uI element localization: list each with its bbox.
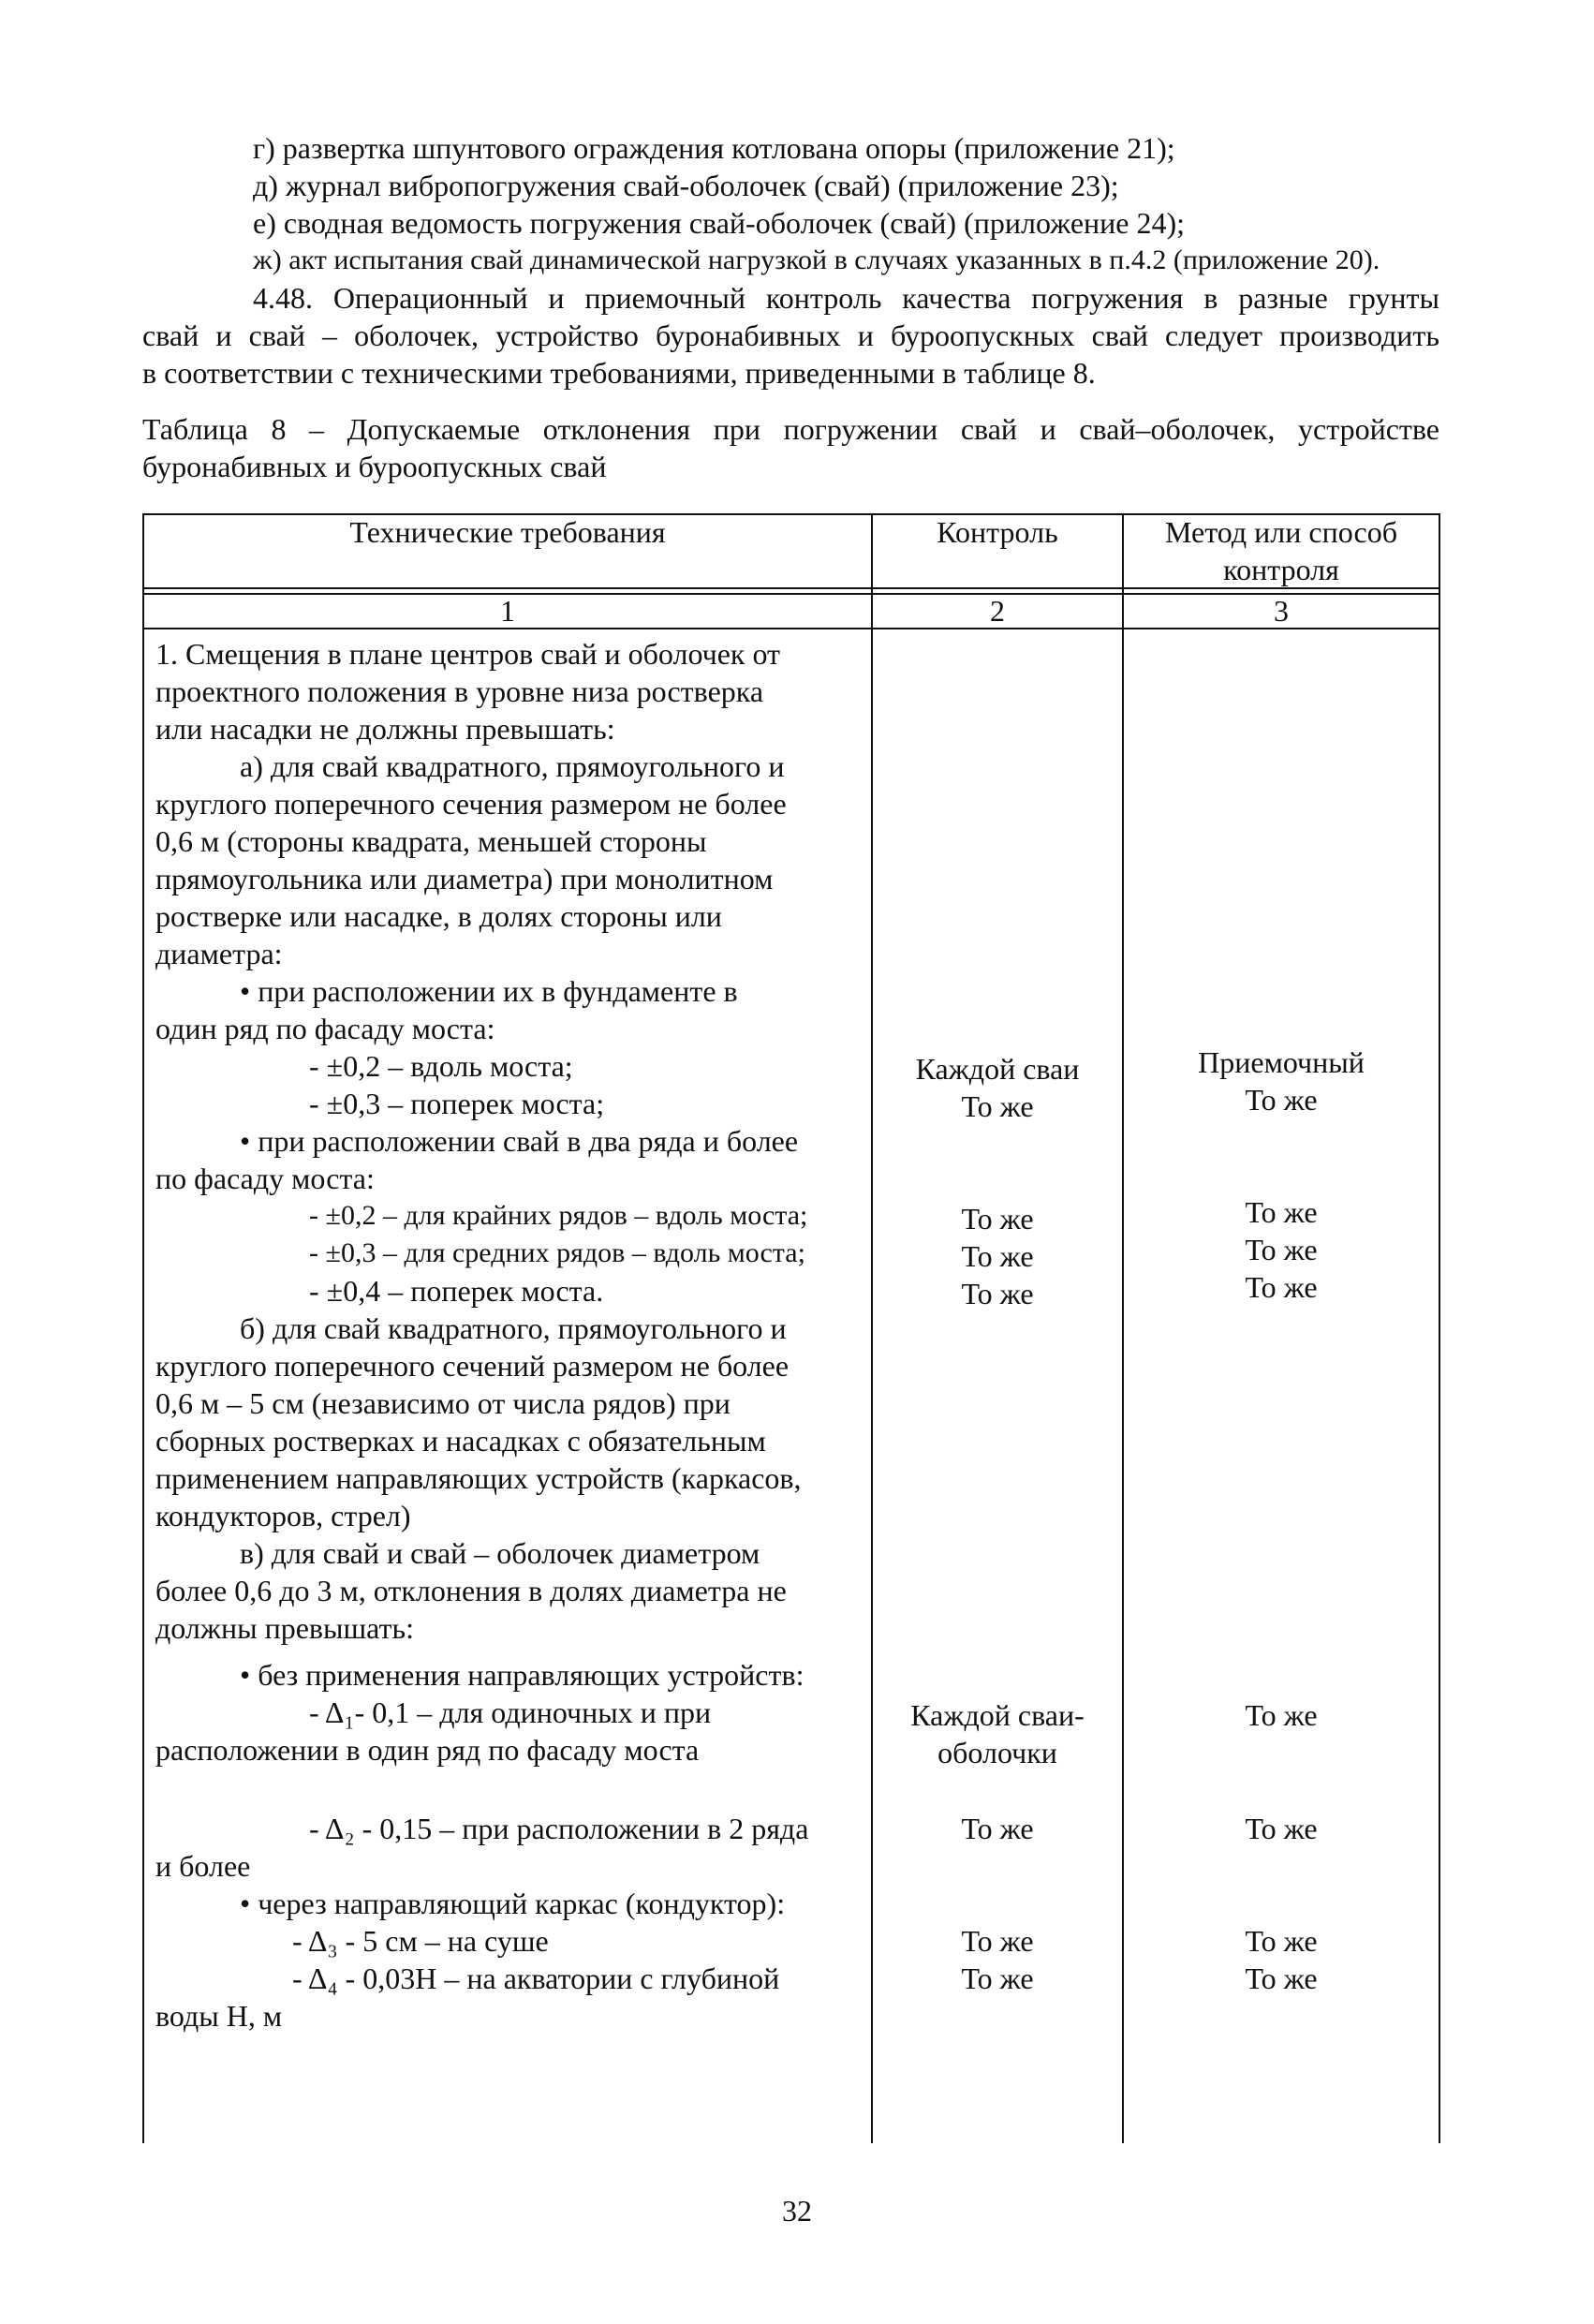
control-cell: То же xyxy=(961,1202,1034,1236)
requirement-text: диаметра: xyxy=(155,937,283,970)
table-column-divider xyxy=(871,513,873,2143)
requirement-text: а) для свай квадратного, прямоугольного и xyxy=(240,749,785,783)
control-cell: То же xyxy=(961,1924,1034,1958)
requirement-text: • при расположении свай в два ряда и более xyxy=(240,1124,799,1158)
requirement-text: круглого поперечного сечений размером не более xyxy=(155,1349,790,1383)
method-cell: То же xyxy=(1245,1083,1318,1117)
requirement-text: - ±0,4 – поперек моста. xyxy=(309,1274,604,1308)
requirement-text: ростверке или насадке, в долях стороны или xyxy=(155,899,722,933)
requirement-text: 1. Смещения в плане центров свай и оболочек от xyxy=(155,637,781,671)
control-cell: То же xyxy=(961,1961,1034,1995)
control-cell: То же xyxy=(961,1812,1034,1845)
column-header: Технические требования xyxy=(349,515,666,549)
paragraph-line: в соответствии с техническими требованиями, приведенными в таблице 8. xyxy=(142,356,1096,390)
requirement-text: сборных ростверках и насадках с обязательным xyxy=(155,1424,766,1458)
requirement-text: проектного положения в уровне низа ростверка xyxy=(155,674,764,708)
requirement-text: круглого поперечного сечения размером не более xyxy=(155,787,787,821)
requirement-text: - Δ₁- 0,1 – для одиночных и при xyxy=(309,1695,712,1729)
method-cell: То же xyxy=(1245,1698,1318,1732)
requirement-text: 0,6 м – 5 см (независимо от числа рядов) при xyxy=(155,1386,731,1420)
requirement-text: или насадки не должны превышать: xyxy=(155,712,615,746)
page-number: 32 xyxy=(782,2194,812,2228)
requirement-text: • без применения направляющих устройств: xyxy=(240,1658,804,1692)
method-cell: То же xyxy=(1245,1270,1318,1304)
requirement-text: б) для свай квадратного, прямоугольного и xyxy=(240,1311,787,1345)
requirement-text: - Δ₂ - 0,15 – при расположении в 2 ряда xyxy=(309,1812,809,1845)
list-item: е) сводная ведомость погружения свай-оболочек (свай) (приложение 24); xyxy=(253,206,1186,240)
column-header: контроля xyxy=(1223,553,1339,586)
requirement-text: должны превышать: xyxy=(155,1611,414,1645)
column-number: 2 xyxy=(990,594,1005,628)
list-item: ж) акт испытания свай динамической нагрузкой в случаях указанных в п.4.2 (приложение 20). xyxy=(253,244,1380,275)
control-cell: оболочки xyxy=(937,1736,1057,1769)
column-header: Контроль xyxy=(937,515,1058,549)
requirement-text: по фасаду моста: xyxy=(155,1162,375,1195)
method-cell: То же xyxy=(1245,1233,1318,1266)
requirement-text: один ряд по фасаду моста: xyxy=(155,1012,495,1045)
requirement-text: - ±0,3 – для средних рядов – вдоль моста; xyxy=(309,1237,805,1268)
column-header: Метод или способ xyxy=(1165,515,1397,549)
list-item: д) журнал вибропогружения свай-оболочек (свай) (приложение 23); xyxy=(253,169,1119,202)
control-cell: То же xyxy=(961,1089,1034,1123)
column-number: 3 xyxy=(1274,594,1289,628)
requirement-text: - ±0,2 – вдоль моста; xyxy=(309,1049,573,1083)
requirement-text: применением направляющих устройств (каркасов, xyxy=(155,1461,802,1495)
requirement-text: - Δ₃ - 5 см – на суше xyxy=(292,1924,549,1958)
control-cell: Каждой сваи xyxy=(915,1052,1080,1086)
requirement-text: и более xyxy=(155,1849,251,1883)
requirement-text: - Δ₄ - 0,03Н – на акватории с глубиной xyxy=(292,1961,780,1995)
requirement-text: - ±0,2 – для крайних рядов – вдоль моста; xyxy=(309,1200,808,1231)
table-border-right xyxy=(1439,513,1440,2143)
method-cell: То же xyxy=(1245,1812,1318,1845)
method-cell: То же xyxy=(1245,1195,1318,1229)
method-cell: Приемочный xyxy=(1198,1045,1365,1079)
requirement-text: расположении в один ряд по фасаду моста xyxy=(155,1733,700,1767)
requirement-text: • при расположении их в фундаменте в xyxy=(240,974,738,1008)
requirement-text: 0,6 м (стороны квадрата, меньшей стороны xyxy=(155,824,707,858)
paragraph-line: 4.48. Операционный и приемочный контроль качества погружения в разные грунты xyxy=(253,281,1439,315)
requirement-text: воды Н, м xyxy=(155,1999,283,2033)
list-item: г) развертка шпунтового ограждения котлована опоры (приложение 21); xyxy=(253,131,1175,165)
requirement-text: более 0,6 до 3 м, отклонения в долях диаметра не xyxy=(155,1574,787,1607)
requirement-text: кондукторов, стрел) xyxy=(155,1499,411,1532)
table-caption: буронабивных и буроопускных свай xyxy=(142,450,607,483)
requirement-text: - ±0,3 – поперек моста; xyxy=(309,1087,605,1120)
table-border-left xyxy=(142,513,144,2143)
control-cell: То же xyxy=(961,1277,1034,1310)
requirement-text: • через направляющий каркас (кондуктор): xyxy=(240,1887,786,1920)
control-cell: То же xyxy=(961,1239,1034,1273)
table-caption: Таблица 8 – Допускаемые отклонения при погружении свай и свай–оболочек, устройстве xyxy=(142,412,1439,446)
control-cell: Каждой сваи- xyxy=(910,1698,1085,1732)
method-cell: То же xyxy=(1245,1961,1318,1995)
table-column-divider xyxy=(1122,513,1124,2143)
paragraph-line: свай и свай – оболочек, устройство буронабивных и буроопускных свай следует производить xyxy=(142,318,1439,352)
column-number: 1 xyxy=(500,594,515,628)
method-cell: То же xyxy=(1245,1924,1318,1958)
requirement-text: в) для свай и свай – оболочек диаметром xyxy=(240,1536,760,1570)
requirement-text: прямоугольника или диаметра) при монолитном xyxy=(155,862,774,896)
